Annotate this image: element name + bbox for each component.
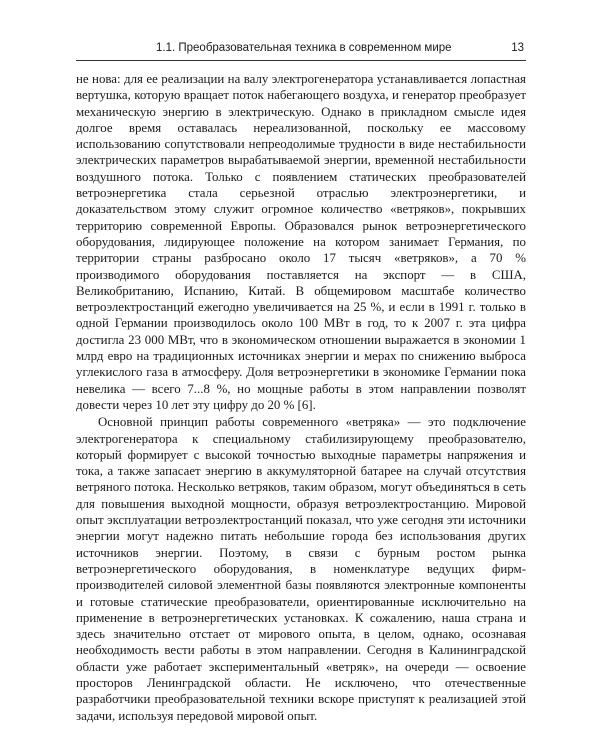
section-title: 1.1. Преобразовательная техника в современном мире [156,42,452,54]
paragraph: Основной принцип работы современного «ветряка» — это подключение электрогенератора к специальному стабилизирующему преобразователю, который формирует с высокой точностью выходные параметры напряжения и тока, а также запасает энергию в аккумуляторной батарее на случай отсутствия ветряного потока. Несколько ветряков, таким образом, могут объединяться в сеть для повышения выходной мощности, образуя ветроэлектростанцию. Мировой опыт эксплуатации ветроэлектростанций показал, что уже сегодня эти источники энергии могут надежно питать небольшие города без использования других источников энергии. Поэтому, в связи с бурным ростом рынка ветроэнергетического оборудования, в номенклатуре ведущих фирм-производителей силовой элементной базы появляются электронные компоненты и готовые статические преобразователи, ориентированные исключительно на применение в ветроэнергетических установках. К сожалению, наша страна и здесь значительно отстает от мирового опыта, в целом, однако, осознавая необходимость вести работы в этом направлении. Сегодня в Калининградской области уже работает экспериментальный «ветряк», на очереди — освоение просторов Ленинградской области. Не исключено, что отечественные разработчики преобразовательной техники вскоре приступят к реализацией этой задачи, используя передовой мировой опыт. [76,415,526,723]
body-text [76,71,526,724]
paragraph-continued: не нова: для ее реализации на валу электрогенератора устанавливается лопастная вертушка, которую вращает поток набегающего воздуха, и генератор преобразует механическую энергию в электрическую. Однако в прикладном смысле идея долгое время оставалась нереализованной, поскольку ее массовому использованию сопутствовали непреодолимые трудности в виде нестабильности электрических параметров вырабатываемой энергии, временной нестабильности воздушного потока. Только с появлением статических преобразователей ветроэнергетика стала серьезной отраслью электроэнергетики, и доказательством этому служит огромное количество «ветряков», покрывших территорию современной Европы. Образовался рынок ветроэнергетического оборудования, лидирующее положение на котором занимает Германия, по территории страны разбросано около 17 тысяч «ветряков», а 70 % производимого оборудования поставляется на экспорт — в США, Великобританию, Испанию, Китай. В общемировом масштабе количество ветроэлектростанций ежегодно увеличивается на 25 %, и если в 1991 г. только в одной Германии производилось около 100 МВт в год, то к 2007 г. эта цифра достигла 23 000 МВт, что в экономическом отношении выражается в экономии 1 млрд евро на традиционных источниках энергии и мерах по снижению выброса углекислого газа в атмосферу. Доля ветроэнергетики в экономике Германии пока невелика — всего 7...8 %, но мощные работы в этом направлении позволят довести через 10 лет эту цифру до 20 % [6]. [76,72,526,412]
page-number: 13 [511,42,524,54]
running-header [76,40,526,61]
book-page [76,40,526,724]
